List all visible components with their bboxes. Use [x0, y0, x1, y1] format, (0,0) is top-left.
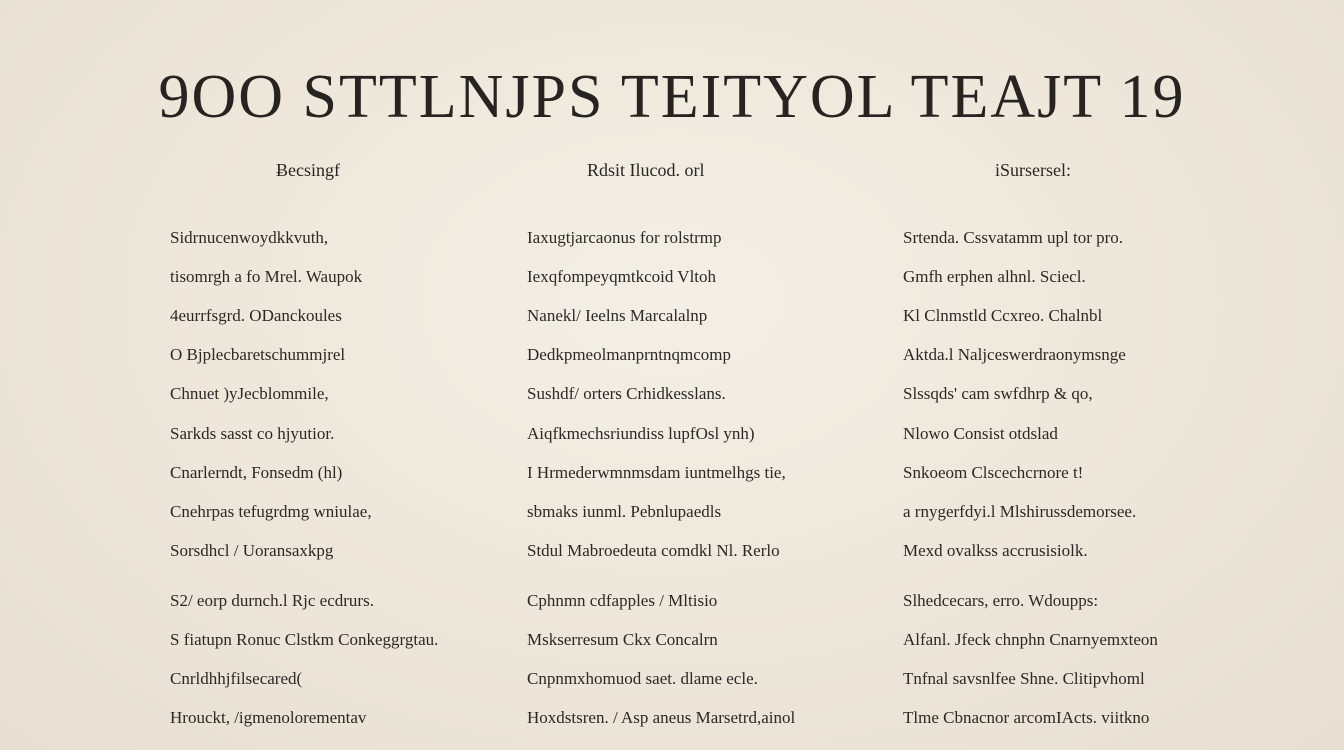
list-item: Cnpnmxhomuod saet. dlame ecle. [527, 669, 758, 688]
column-header: Rdsit Ilucod. orl [587, 160, 705, 180]
document-title: 9OO STTLNJPS TEITYOL TEAJT 19 [158, 63, 1186, 131]
list-item: Nlowo Consist otdslad [903, 424, 1058, 443]
column-header: iSursersel: [995, 160, 1071, 180]
list-item: Slssqds' cam swfdhrp & qo, [903, 384, 1093, 403]
list-item: Aiqfkmechsriundiss lupfOsl ynh) [527, 424, 755, 443]
list-item: sbmaks iunml. Pebnlupaedls [527, 502, 722, 521]
list-item: O Bjplecbaretschummjrel [170, 345, 346, 364]
list-item: a rnygerfdyi.l Mlshirussdemorsee. [903, 502, 1137, 521]
list-item: Sushdf/ orters Crhidkesslans. [527, 384, 726, 403]
list-item: Alfanl. Jfeck chnphn Cnarnyemxteon [903, 630, 1158, 649]
list-item: Hrouckt, /igmenolorementav [170, 708, 367, 727]
list-item: S fiatupn Ronuc Clstkm Conkeggrgtau. [170, 630, 439, 649]
list-item: Cnarlerndt, Fonsedm (hl) [170, 463, 343, 482]
list-item: Mskserresum Ckx Concalrn [527, 630, 718, 649]
list-item: Sorsdhcl / Uoransaxkpg [170, 541, 334, 560]
list-item: Srtenda. Cssvatamm upl tor pro. [903, 228, 1124, 247]
list-item: S2/ eorp durnch.l Rjc ecdrurs. [170, 591, 374, 610]
list-item: Cphnmn cdfapples / Mltisio [527, 591, 718, 610]
list-item: Tnfnal savsnlfee Shne. Clitipvhoml [903, 669, 1145, 688]
column-right [903, 0, 1283, 750]
list-item: 4eurrfsgrd. ODanckoules [170, 306, 342, 325]
column-header: Ƀecsingf [276, 160, 340, 180]
list-item: Hoxdstsren. / Asp aneus Marsetrd,ainol [527, 708, 796, 727]
list-item: Tlme Cbnacnor arcomIActs. viitkno [903, 708, 1150, 727]
list-item: Cnrldhhjfilsecared( [170, 669, 303, 688]
list-item: I Hrmederwmnmsdam iuntmelhgs tie, [527, 463, 786, 482]
list-item: Nanekl/ Ieelns Marcalalnp [527, 306, 708, 325]
list-item: Mexd ovalkss accrusisiolk. [903, 541, 1088, 560]
column-left [170, 0, 550, 750]
list-item: tisomrgh a fo Mrel. Waupok [170, 267, 363, 286]
list-item: Iexqfompeyqmtkcoid Vltoh [527, 267, 717, 286]
list-item: Snkoeom Clscechcrnore t! [903, 463, 1084, 482]
list-item: Chnuet )yJecblommile, [170, 384, 329, 403]
list-item: Sarkds sasst co hjyutior. [170, 424, 335, 443]
list-item: Gmfh erphen alhnl. Sciecl. [903, 267, 1086, 286]
column-middle [527, 0, 907, 750]
list-item: Kl Clnmstld Ccxreo. Chalnbl [903, 306, 1103, 325]
list-item: Stdul Mabroedeuta comdkl Nl. Rerlo [527, 541, 780, 560]
list-item: Cnehrpas tefugrdmg wniulae, [170, 502, 372, 521]
list-item: Dedkpmeolmanprntnqmcomp [527, 345, 731, 364]
list-item: Iaxugtjarcaonus for rolstrmp [527, 228, 722, 247]
list-item: Aktda.l Naljceswerdraonymsnge [903, 345, 1126, 364]
list-item: Sidrnucenwoydkkvuth, [170, 228, 329, 247]
list-item: Slhedcecars, erro. Wdoupps: [903, 591, 1099, 610]
